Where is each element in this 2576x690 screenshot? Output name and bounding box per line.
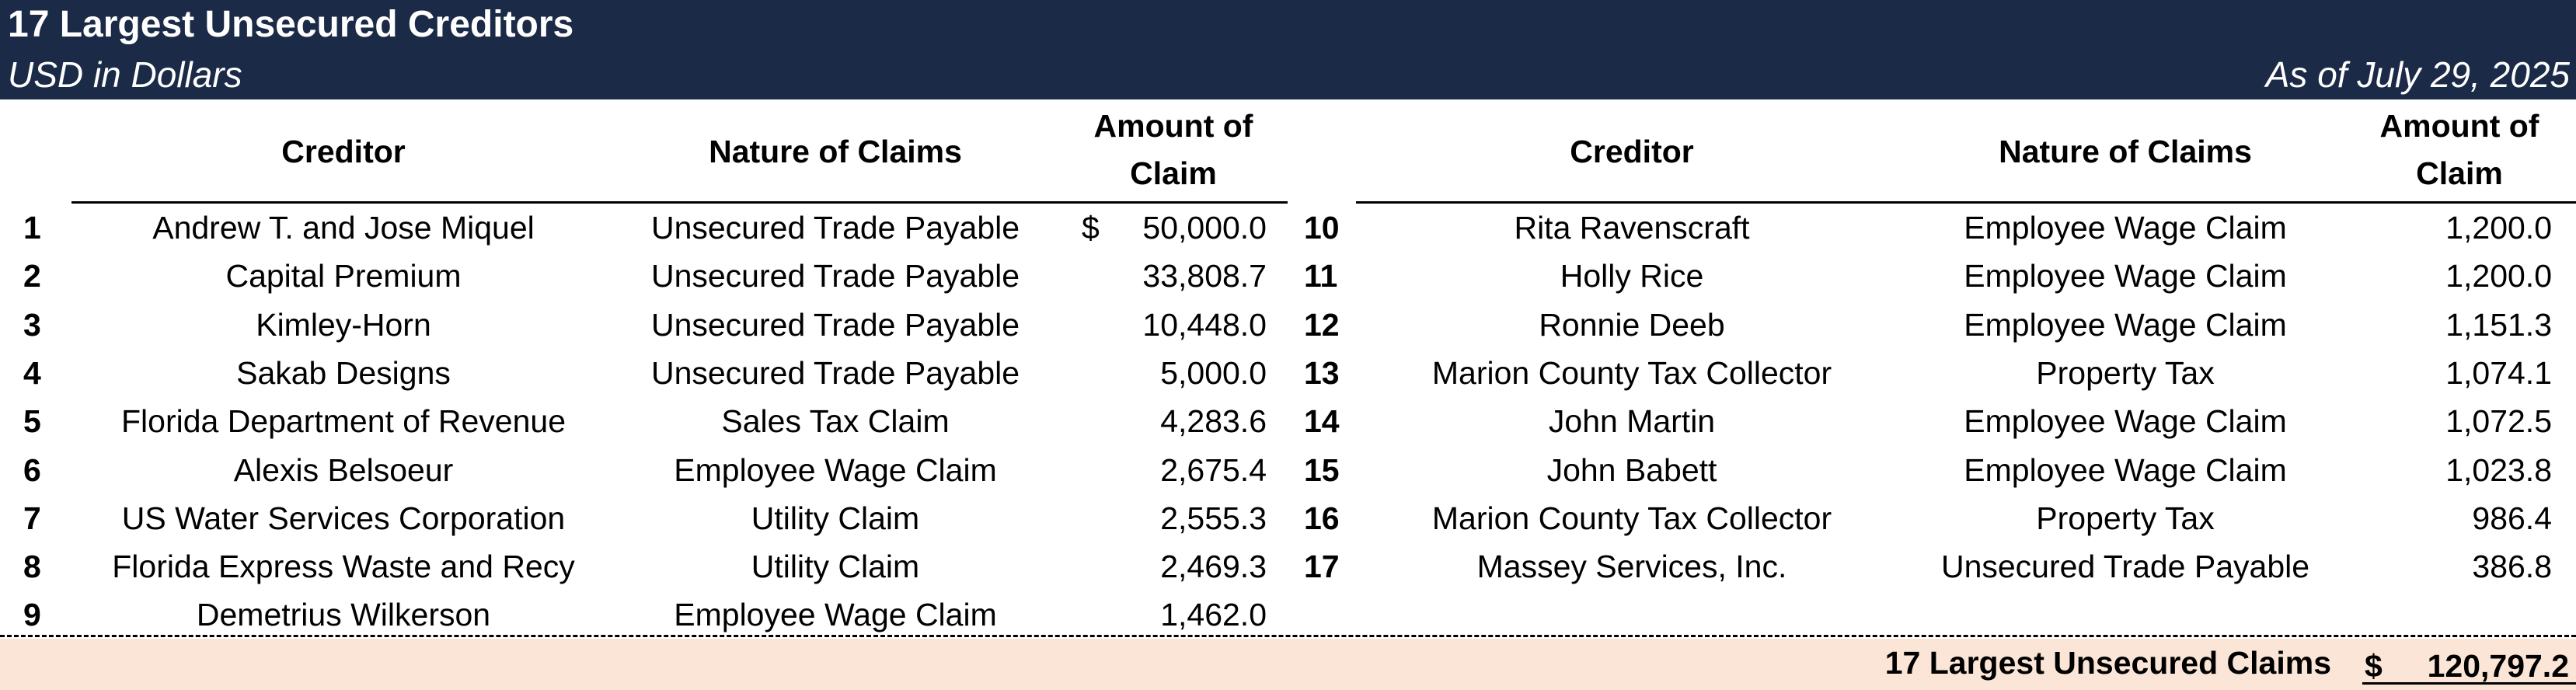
claim-amount: 4,283.6 (1160, 403, 1267, 440)
claim-nature: Unsecured Trade Payable (650, 354, 1020, 391)
claim-nature: Unsecured Trade Payable (650, 210, 1020, 246)
row-number: 13 (1304, 354, 1340, 391)
row-number: 14 (1304, 403, 1340, 440)
claim-amount: 1,151.3 (2445, 306, 2552, 343)
claim-nature: Unsecured Trade Payable (1940, 549, 2310, 585)
claim-nature: Utility Claim (751, 500, 920, 536)
claim-nature: Employee Wage Claim (1964, 451, 2287, 488)
claim-amount: 1,074.1 (2445, 354, 2552, 391)
table-row (0, 397, 2576, 445)
right-header-nature: Nature of Claims (1999, 134, 2252, 169)
claim-amount: 1,200.0 (2445, 210, 2552, 246)
total-currency: $ (2365, 648, 2383, 684)
right-header-amount-line1: Amount of (2379, 108, 2539, 144)
claim-nature: Employee Wage Claim (1964, 210, 2287, 246)
row-number: 15 (1304, 451, 1340, 488)
claim-amount: 1,462.0 (1160, 597, 1267, 633)
report-currency-note: USD in Dollars (8, 54, 242, 95)
row-number: 5 (23, 403, 41, 440)
right-header-amount-line2: Claim (2416, 155, 2503, 191)
creditor-name: Rita Ravenscraft (1514, 210, 1750, 246)
creditor-name: Sakab Designs (236, 354, 451, 391)
claim-amount: 33,808.7 (1142, 258, 1267, 294)
claim-amount: 50,000.0 (1142, 210, 1267, 246)
creditor-name: Florida Express Waste and Recy (112, 549, 575, 585)
left-header-nature: Nature of Claims (709, 134, 962, 169)
total-separator (0, 635, 2576, 637)
table-row (0, 446, 2576, 494)
row-number: 12 (1304, 306, 1340, 343)
claim-nature: Utility Claim (751, 549, 920, 585)
row-number: 1 (23, 210, 41, 246)
row-number: 8 (23, 549, 41, 585)
left-header-amount-line2: Claim (1130, 155, 1217, 191)
creditor-name: Kimley-Horn (256, 306, 431, 343)
claim-nature: Property Tax (2036, 500, 2215, 536)
creditor-name: Andrew T. and Jose Miquel (152, 210, 535, 246)
creditor-name: Demetrius Wilkerson (196, 597, 491, 633)
total-double-underline (2362, 682, 2576, 685)
creditor-name: Marion County Tax Collector (1431, 500, 1832, 536)
left-header-creditor: Creditor (281, 134, 406, 169)
claim-amount: 386.8 (2472, 549, 2552, 585)
claim-amount: 2,675.4 (1160, 451, 1267, 488)
claim-amount: 10,448.0 (1142, 306, 1267, 343)
claim-nature: Unsecured Trade Payable (650, 258, 1020, 294)
creditor-name: Alexis Belsoeur (233, 451, 454, 488)
left-header-amount-line1: Amount of (1093, 108, 1253, 144)
claim-amount: 1,200.0 (2445, 258, 2552, 294)
report-as-of-date: As of July 29, 2025 (2265, 54, 2570, 95)
row-number: 9 (23, 597, 41, 633)
total-row (0, 639, 2576, 690)
claim-amount: 986.4 (2472, 500, 2552, 536)
claim-nature: Employee Wage Claim (674, 597, 997, 633)
claim-nature: Employee Wage Claim (1964, 306, 2287, 343)
creditor-name: Capital Premium (225, 258, 462, 294)
creditor-name: Massey Services, Inc. (1476, 549, 1787, 585)
claim-nature: Property Tax (2036, 354, 2215, 391)
claim-amount: 5,000.0 (1160, 354, 1267, 391)
row-number: 10 (1304, 210, 1340, 246)
report-header (0, 0, 2576, 99)
claim-nature: Unsecured Trade Payable (650, 306, 1020, 343)
row-number: 6 (23, 451, 41, 488)
table-row (0, 349, 2576, 397)
claim-nature: Employee Wage Claim (1964, 403, 2287, 440)
row-number: 2 (23, 258, 41, 294)
claim-nature: Employee Wage Claim (674, 451, 997, 488)
creditor-name: Holly Rice (1560, 258, 1704, 294)
row-number: 7 (23, 500, 41, 536)
claim-amount: 1,072.5 (2445, 403, 2552, 440)
report-title: 17 Largest Unsecured Creditors (8, 4, 574, 45)
claim-amount: 1,023.8 (2445, 451, 2552, 488)
total-label: 17 Largest Unsecured Claims (1884, 645, 2331, 681)
creditor-name: Florida Department of Revenue (120, 403, 566, 440)
row-number: 17 (1304, 549, 1340, 585)
currency-symbol: $ (1082, 210, 1100, 246)
row-number: 4 (23, 354, 41, 391)
row-number: 11 (1304, 258, 1338, 294)
claim-nature: Sales Tax Claim (721, 403, 950, 440)
claim-nature: Employee Wage Claim (1964, 258, 2287, 294)
claim-amount: 2,469.3 (1160, 549, 1267, 585)
total-amount: 120,797.2 (2427, 648, 2569, 684)
table-row (0, 494, 2576, 542)
creditor-name: Ronnie Deeb (1539, 306, 1725, 343)
creditor-name: John Babett (1546, 451, 1717, 488)
table-row (0, 301, 2576, 349)
creditor-name: John Martin (1548, 403, 1716, 440)
creditor-name: US Water Services Corporation (121, 500, 566, 536)
creditor-name: Marion County Tax Collector (1431, 354, 1832, 391)
row-number: 3 (23, 306, 41, 343)
table-row (0, 252, 2576, 300)
table-row (0, 542, 2576, 591)
claim-amount: 2,555.3 (1160, 500, 1267, 536)
row-number: 16 (1304, 500, 1340, 536)
table-row (0, 204, 2576, 252)
right-header-creditor: Creditor (1570, 134, 1694, 169)
table-row (0, 591, 1290, 639)
